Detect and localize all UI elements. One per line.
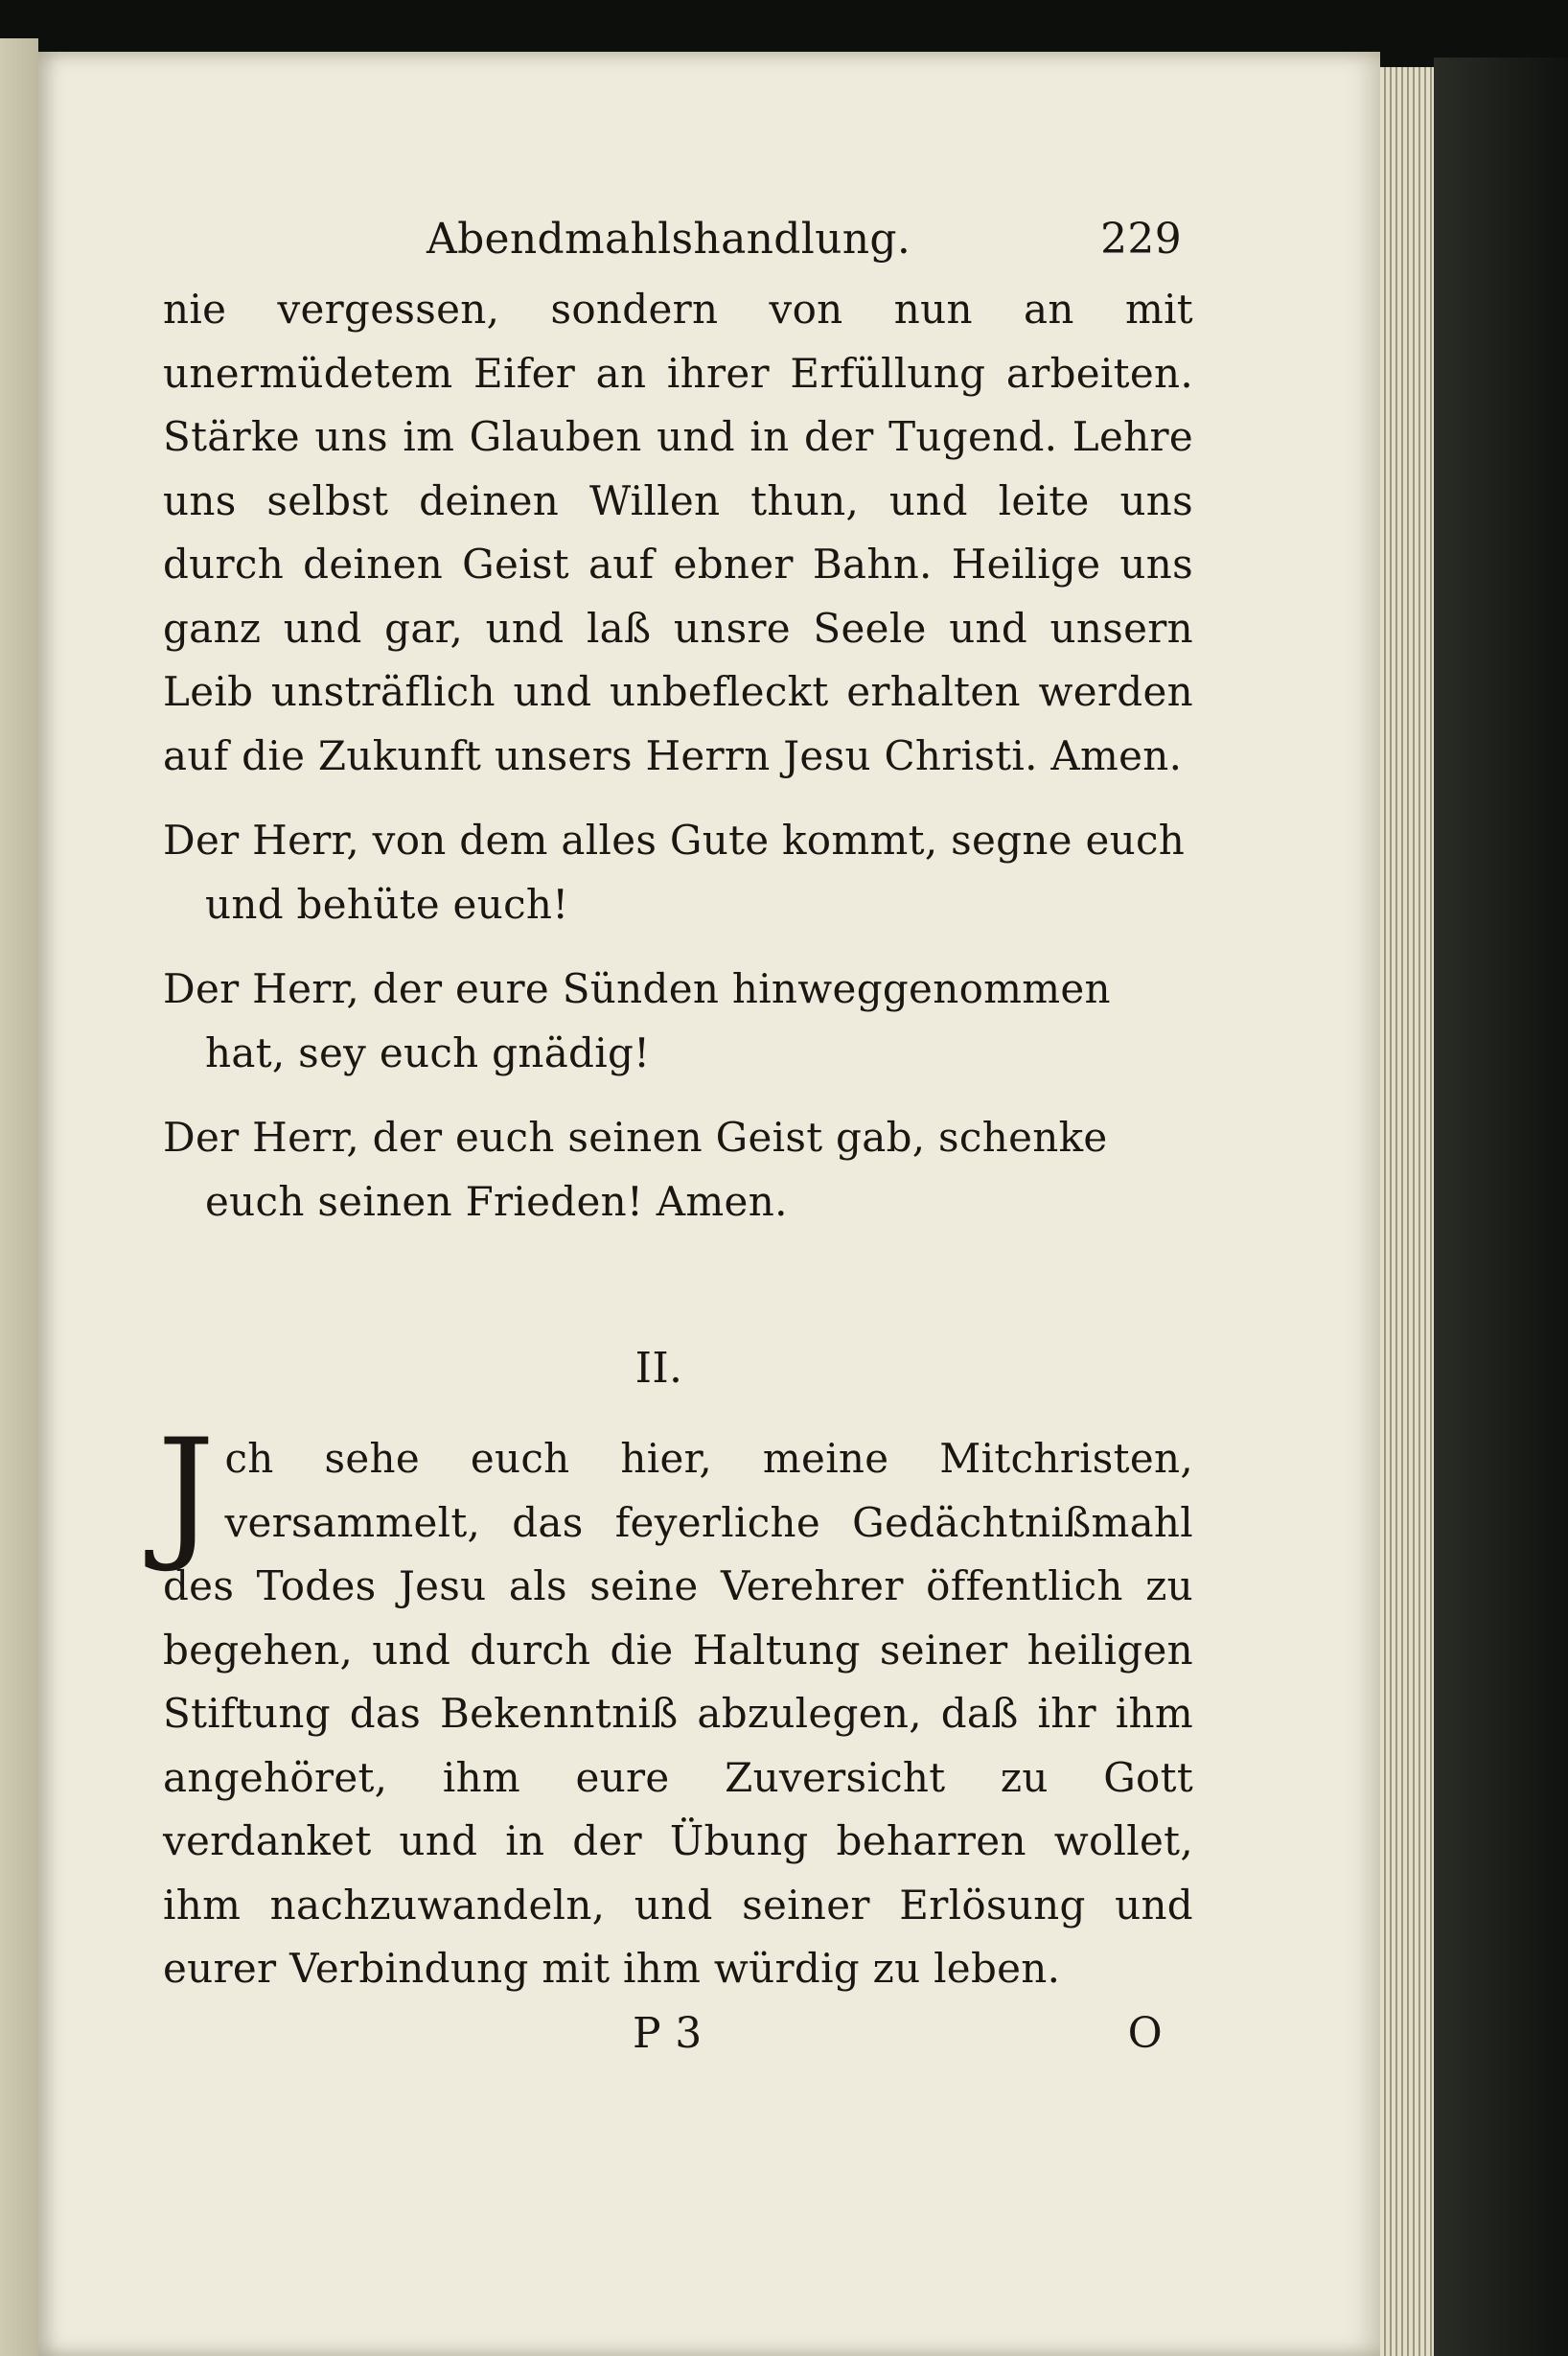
footer-line [163, 2009, 1193, 2076]
paragraph-address-text: ch sehe euch hier, meine Mitchristen, versammelt, das feyerliche Gedächtnißmahl des Todes Jesu als seine Verehrer öffentlich zu begehen, und durch die Haltung seiner heiligen Stiftung das Bekenntniß abzulegen, daß ihr ihm angehöret, ihm eure Zuversicht zu Gott verdanket und in der Übung beharren wollet, ihm nachzuwandeln, und seiner Erlösung und eurer Verbindung mit ihm würdig zu leben. [163, 1435, 1193, 1992]
blessing-1: Der Herr, von dem alles Gute kommt, segne euch und behüte euch! [163, 817, 1186, 928]
paragraph-prayer: nie vergessen, sondern von nun an mit unermüdetem Eifer an ihrer Erfüllung arbeiten. Stärke uns im Glauben und in der Tugend. Lehre uns selbst deinen Willen thun, und leite uns durch deinen Geist auf ebner Bahn. Heilige uns ganz und gar, und laß unsre Seele und unsern Leib unsträflich und unbefleckt erhalten werden auf die Zukunft unsers Herrn Jesu Christi. Amen. [163, 286, 1193, 779]
book-cover-edge [1434, 58, 1568, 2356]
signature-mark: P 3 [633, 2008, 703, 2058]
blessing-3: Der Herr, der euch seinen Geist gab, schenke euch seinen Frieden! Amen. [163, 1114, 1108, 1225]
page-number: 229 [1100, 215, 1182, 264]
paragraph-address [157, 1409, 1193, 2001]
running-head-title: Abendmahlshandlung. [427, 215, 911, 264]
facing-page-edge [0, 38, 38, 2356]
text-block [157, 201, 1193, 2076]
catchword: O [1127, 2008, 1163, 2058]
drop-cap: J [157, 1409, 216, 1576]
running-head [163, 201, 1193, 278]
section-heading: II. [634, 1344, 683, 1393]
page-stack-edges [1380, 67, 1434, 2356]
blessing-2: Der Herr, der eure Sünden hinweggenommen hat, sey euch gnädig! [163, 965, 1111, 1076]
